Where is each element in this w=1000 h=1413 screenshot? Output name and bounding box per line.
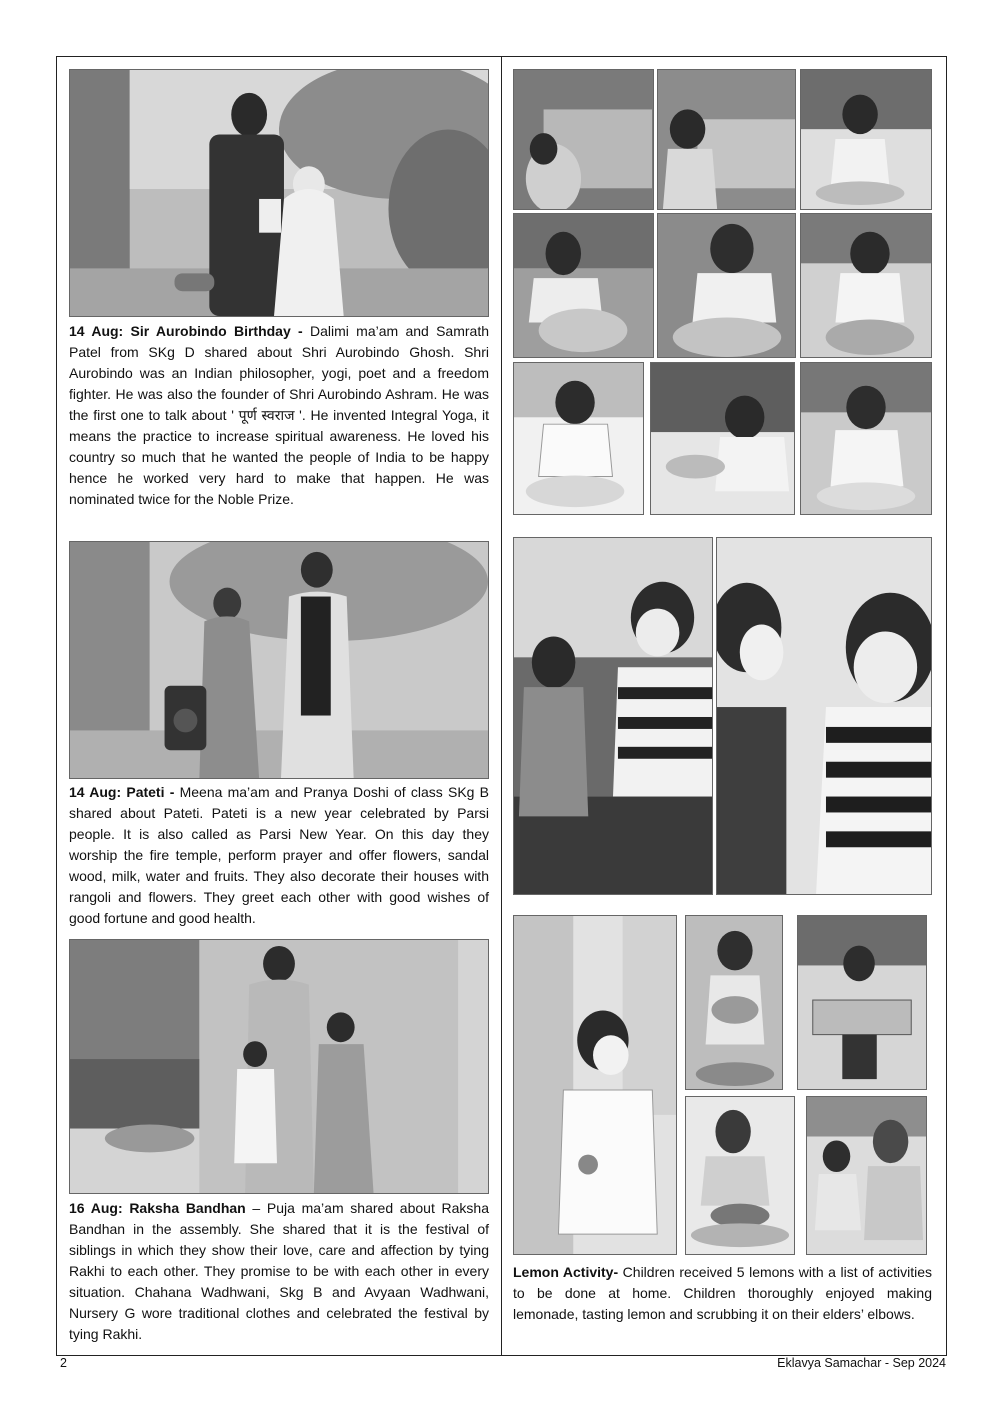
photo-grid-9 <box>800 362 932 515</box>
publication-footer: Eklavya Samachar - Sep 2024 <box>777 1356 946 1370</box>
caption-raksha-text: – Puja ma’am shared about Raksha Bandhan in the assembly. She shared that it is the festival of siblings in which they show their love, care and affection by tying Rakhi to each other. They promise to be with each other in every situation. Chahana Wadhwani, Skg B and Avyaan Wadhwani, Nursery G wore traditional clothes and celebrated the festival by tying Rakhi. <box>69 1200 490 1342</box>
photo-aurobindo-birthday <box>69 69 489 317</box>
photo-grid-5 <box>657 213 796 358</box>
photo-grid-7 <box>513 362 644 515</box>
photo-grid-6 <box>800 213 932 358</box>
caption-lemon-heading: Lemon Activity- <box>513 1264 619 1280</box>
caption-raksha-heading: 16 Aug: Raksha Bandhan <box>69 1200 246 1216</box>
caption-aurobindo-heading: 14 Aug: Sir Aurobindo Birthday - <box>69 323 303 339</box>
caption-aurobindo-text: Dalimi ma’am and Samrath Patel from SKg D shared about Shri Aurobindo Ghosh. Shri Aurobindo was an Indian philosopher, yogi, poet and a freedom fighter. He was also the founder of Shri Aurobindo Ashram. He was the first one to talk about ' पूर्ण स्वराज '. He invented Integral Yoga, it means the practice to increase spiritual awareness. He loved his country so much that he wanted the people of India to be happy hence he worked very hard to make that happen. He was nominated twice for the Noble Prize. <box>69 323 489 507</box>
photo-grid-1 <box>513 69 654 210</box>
caption-lemon-text: Children received 5 lemons with a list of activities to be done at home. Children thoroughly enjoyed making lemonade, tasting lemon and scrubbing it on their elders’ elbows. <box>513 1264 932 1322</box>
photo-lemonade-2 <box>806 1096 927 1255</box>
photo-lemon-elbow-2 <box>716 537 932 895</box>
caption-pateti-heading: 14 Aug: Pateti - <box>69 784 175 800</box>
photo-grid-8 <box>650 362 795 515</box>
caption-lemon <box>513 1262 932 1325</box>
photo-lemon-elbow-1 <box>513 537 713 895</box>
column-divider <box>501 56 502 1356</box>
caption-aurobindo <box>69 321 489 510</box>
photo-pateti <box>69 541 489 779</box>
page-number: 2 <box>60 1356 67 1370</box>
caption-pateti <box>69 782 489 929</box>
photo-grid-4 <box>513 213 654 358</box>
photo-lemon-tasting <box>513 915 677 1255</box>
photo-raksha-bandhan <box>69 939 489 1194</box>
photo-lemonade-1 <box>685 1096 795 1255</box>
photo-grid-2 <box>657 69 796 210</box>
photo-grid-3 <box>800 69 932 210</box>
photo-lemon-squeeze-1 <box>685 915 783 1090</box>
photo-lemon-squeeze-2 <box>797 915 927 1090</box>
caption-pateti-text: Meena ma’am and Pranya Doshi of class SKg B shared about Pateti. Pateti is a new year celebrated by Parsi people. It is also called as Parsi New Year. On this day they worship the fire temple, perform prayer and offer flowers, sandal wood, milk, water and fruits. They also decorate their houses with rangoli and flowers. They greet each other with good wishes of good fortune and good health. <box>69 784 490 926</box>
caption-raksha <box>69 1198 489 1345</box>
